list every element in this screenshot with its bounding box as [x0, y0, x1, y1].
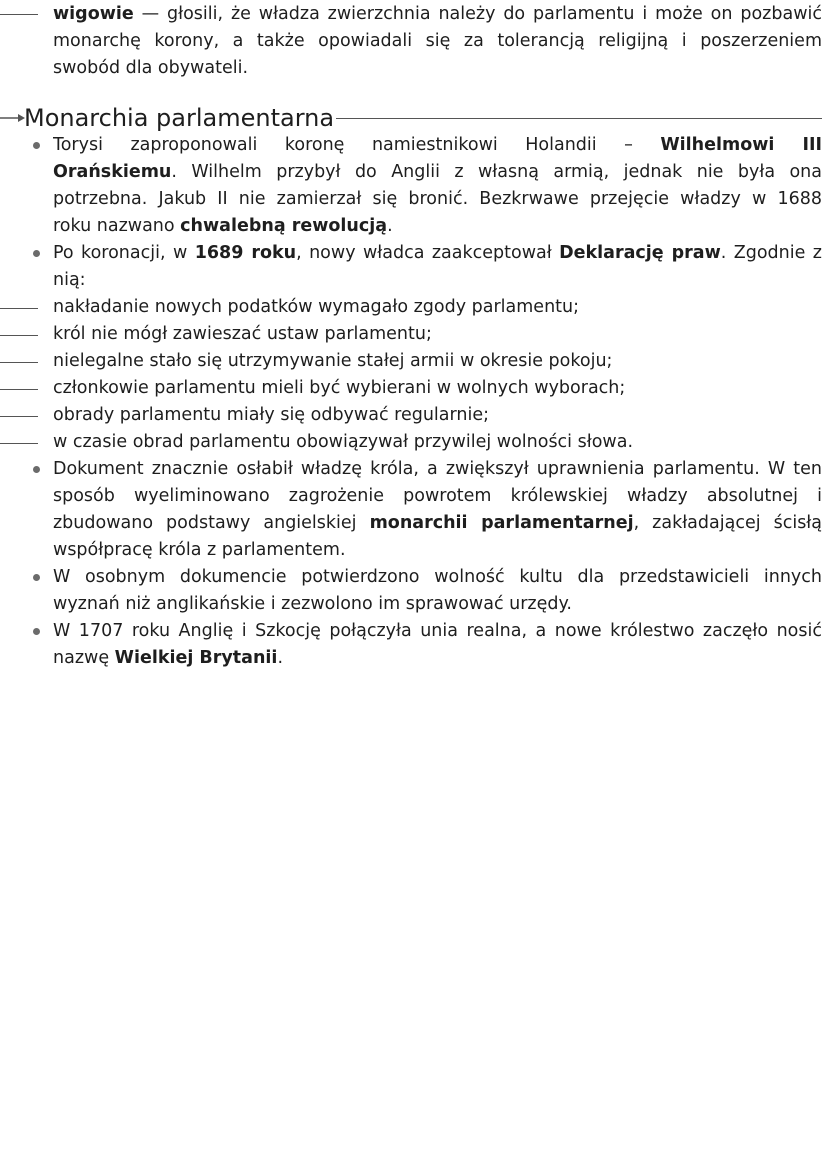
- bullet-dot: [33, 574, 40, 581]
- dash-item: nakładanie nowych podatków wymagało zgody parlamentu;: [53, 297, 580, 317]
- bullet4-line-1: W osobnym dokumencie potwierdzono wolność kultu dla przedstawicieli innych: [53, 567, 822, 587]
- term-wigowie: wigowie: [53, 4, 134, 24]
- bullet3-line-3: zbudowano podstawy angielskiej monarchii parlamentarnej, zakładającej ścisłą: [53, 513, 822, 533]
- section-heading: [0, 103, 828, 133]
- bullet5-line-1: W 1707 roku Anglię i Szkocję połączyła unia realna, a nowe królestwo zaczęło nosić: [53, 621, 822, 641]
- bullet-dot: [33, 250, 40, 257]
- wigowie-line-2: monarchę korony, a także opowiadali się za tolerancją religijną i poszerzeniem: [53, 31, 822, 51]
- dash-item: członkowie parlamentu mieli być wybierani w wolnych wyborach;: [53, 378, 626, 398]
- arrow-right-icon: [0, 103, 26, 133]
- bullet3-line-2: sposób wyeliminowano zagrożenie powrotem królewskiej władzy absolutnej i: [53, 486, 822, 506]
- bullet5-line-2: nazwę Wielkiej Brytanii.: [53, 648, 284, 668]
- dash-marker: [0, 362, 38, 363]
- bullet-dot: [33, 142, 40, 149]
- wigowie-line-3: swobód dla obywateli.: [53, 58, 249, 78]
- wigowie-line-1: wigowie — głosili, że władza zwierzchnia należy do parlamentu i może on pozbawić: [53, 4, 822, 24]
- dash-item: w czasie obrad parlamentu obowiązywał przywilej wolności słowa.: [53, 432, 634, 452]
- dash-marker: [0, 14, 38, 15]
- bullet3-line-4: współpracę króla z parlamentem.: [53, 540, 346, 560]
- bullet2-line-2: nią:: [53, 270, 86, 290]
- dash-marker: [0, 308, 38, 309]
- dash-item: obrady parlamentu miały się odbywać regularnie;: [53, 405, 489, 425]
- dash-item: nielegalne stało się utrzymywanie stałej armii w okresie pokoju;: [53, 351, 613, 371]
- dash-marker: [0, 416, 38, 417]
- bullet3-line-1: Dokument znacznie osłabił władzę króla, a zwiększył uprawnienia parlamentu. W ten: [53, 459, 822, 479]
- dash-item: król nie mógł zawieszać ustaw parlamentu;: [53, 324, 432, 344]
- bullet4-line-2: wyznań niż anglikańskie i zezwolono im sprawować urzędy.: [53, 594, 572, 614]
- bullet1-line-4: roku nazwano chwalebną rewolucją.: [53, 216, 393, 236]
- bullet1-line-3: potrzebna. Jakub II nie zamierzał się bronić. Bezkrwawe przejęcie władzy w 1688: [53, 189, 822, 209]
- bullet1-line-1: Torysi zaproponowali koronę namiestnikowi Holandii – Wilhelmowi III: [53, 135, 822, 155]
- dash-marker: [0, 335, 38, 336]
- bullet2-line-1: Po koronacji, w 1689 roku, nowy władca zaakceptował Deklarację praw. Zgodnie z: [53, 243, 822, 263]
- bullet1-line-2: Orańskiemu. Wilhelm przybył do Anglii z własną armią, jednak nie była ona: [53, 162, 822, 182]
- section-title: Monarchia parlamentarna: [24, 104, 335, 132]
- heading-divider: [336, 118, 822, 119]
- dash-marker: [0, 443, 38, 444]
- bullet-dot: [33, 628, 40, 635]
- dash-marker: [0, 389, 38, 390]
- bullet-dot: [33, 466, 40, 473]
